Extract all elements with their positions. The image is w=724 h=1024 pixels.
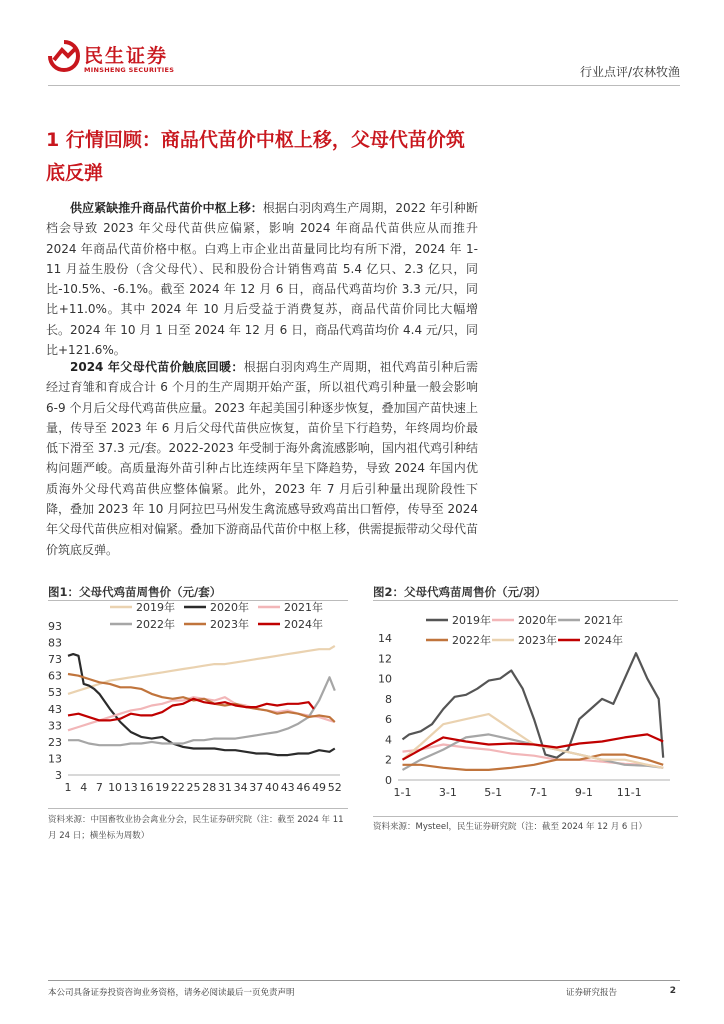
series-line-2023年: [403, 714, 664, 768]
series-line-2022年: [68, 677, 335, 745]
x-tick-label: 1: [64, 781, 72, 794]
figure-1-chart: [44, 600, 350, 806]
legend-label: 2019年: [136, 601, 175, 614]
series-line-2022年: [403, 755, 664, 770]
y-tick-label: 33: [48, 719, 62, 733]
x-tick-label: 1-1: [393, 786, 412, 799]
legend-label: 2020年: [518, 614, 557, 627]
paragraph-lead: 2024 年父母代苗价触底回暖：: [70, 360, 244, 374]
x-tick-label: 19: [155, 781, 170, 794]
x-tick-label: 11-1: [616, 786, 642, 799]
footer-report-type: 证券研究报告: [566, 988, 618, 998]
figure-1-title: 图1：父母代鸡苗周售价（元/套）: [48, 585, 222, 599]
series-line-2019年: [403, 653, 664, 758]
legend-label: 2019年: [452, 614, 491, 627]
paragraph-body: 根据白羽肉鸡生产周期，2022 年引种断档会导致 2023 年父母代苗供应偏紧，影响 2024 年商品代苗供应从而推升 2024 年商品代苗价格中枢。白鸡上市企业出苗量同比均有所下滑，2024 年 1-11 月益生股份（含父母代）、民和股份合计销售鸡苗 5.4 亿只、2.3 亿只，同比-10.5%、-6.1%。截至 2024 年 12 月 6 日，商品代鸡苗均价 3.3 元/只，同比+11.0%。其中 2024 年 10 月后受益于消费复苏，商品代苗价同比大幅增长。2024 年 10 月 1 日至 2024 年 12 月 6 日，商品代鸡苗均价 4.4 元/只，同比+121.6%。: [46, 201, 478, 358]
figure-1-bottom-rule: [48, 808, 348, 809]
legend-label: 2023年: [210, 618, 249, 631]
paragraph-parent-stock: [46, 357, 478, 560]
figure-1-source: 资料来源：中国畜牧业协会禽业分会，民生证券研究院（注：截至 2024 年 11 月 24 日；横坐标为周数）: [48, 815, 344, 841]
x-tick-label: 37: [249, 781, 264, 794]
legend-label: 2023年: [518, 634, 557, 647]
y-tick-label: 23: [48, 735, 62, 749]
legend-label: 2021年: [584, 614, 623, 627]
brand-logo: [48, 40, 198, 76]
x-tick-label: 10: [108, 781, 123, 794]
x-tick-label: 3-1: [438, 786, 457, 799]
y-tick-label: 2: [385, 753, 392, 767]
x-tick-label: 40: [265, 781, 279, 794]
x-tick-label: 7-1: [529, 786, 548, 799]
header-divider: [48, 85, 680, 86]
legend-label: 2021年: [284, 601, 323, 614]
x-tick-label: 49: [312, 781, 327, 794]
legend-label: 2022年: [136, 618, 175, 631]
x-tick-label: 7: [95, 781, 103, 794]
paragraph-supply: [46, 198, 478, 360]
x-tick-label: 31: [217, 781, 232, 794]
figure-2-bottom-rule: [373, 816, 678, 817]
y-tick-label: 8: [385, 692, 392, 706]
y-tick-label: 13: [48, 752, 62, 766]
footer-divider: [48, 980, 680, 981]
y-tick-label: 14: [378, 632, 392, 645]
x-tick-label: 4: [80, 781, 88, 794]
x-tick-label: 9-1: [574, 786, 593, 799]
page-number: 2: [669, 986, 676, 996]
figure-2-title: 图2：父母代鸡苗周售价（元/羽）: [373, 585, 547, 599]
x-tick-label: 46: [296, 781, 311, 794]
y-tick-label: 3: [55, 769, 62, 782]
x-tick-label: 16: [139, 781, 154, 794]
x-tick-label: 52: [327, 781, 342, 794]
section-title: 1 行情回顾：商品代苗价中枢上移，父母代苗价筑底反弹: [46, 129, 465, 184]
x-tick-label: 22: [170, 781, 185, 794]
legend-label: 2020年: [210, 601, 249, 614]
series-line-2019年: [68, 646, 335, 694]
y-tick-label: 83: [48, 636, 62, 650]
x-tick-label: 5-1: [484, 786, 503, 799]
legend-label: 2024年: [284, 618, 323, 631]
x-tick-label: 43: [280, 781, 295, 794]
y-tick-label: 73: [48, 653, 62, 667]
figure-2-source: 资料来源：Mysteel，民生证券研究院（注：截至 2024 年 12 月 6 日）: [373, 822, 648, 832]
y-tick-label: 93: [48, 620, 62, 633]
x-tick-label: 13: [123, 781, 138, 794]
brand-name-cn: 民生证券: [84, 45, 169, 67]
y-tick-label: 0: [385, 774, 392, 787]
y-tick-label: 53: [48, 686, 62, 700]
x-tick-label: 28: [202, 781, 217, 794]
x-tick-label: 34: [233, 781, 248, 794]
y-tick-label: 6: [385, 713, 392, 727]
y-tick-label: 43: [48, 702, 62, 716]
report-category: 行业点评/农林牧渔: [579, 65, 680, 79]
brand-name-en: MINSHENG SECURITIES: [84, 66, 175, 74]
paragraph-body: 根据白羽肉鸡生产周期，祖代鸡苗引种后需经过育雏和育成合计 6 个月的生产周期开始产蛋，所以祖代鸡引种量一般会影响 6-9 个月后父母代鸡苗供应量。2023 年起美国引种逐步恢复，叠加国产苗快速上量，传导至 2023 年 6 月后父母代苗供应恢复，苗价呈下行趋势，年终周均价最低下滑至 37.3 元/套。2022-2023 年受制于海外禽流感影响，国内祖代鸡引种结构问题严峻。高质量海外苗引种占比连续两年呈下降趋势，导致 2024 年国内优质海外父母代鸡苗供应整体偏紧。此外，2023 年 7 月后引种量出现阶段性下降，叠加 2023 年 10 月阿拉巴马州发生禽流感导致鸡苗出口暂停，传导至 2024 年父母代苗供应相对偏紧。叠加下游商品代苗价中枢上移，供需提振带动父母代苗价筑底反弹。: [46, 360, 479, 557]
figure-2-chart: [370, 600, 680, 814]
y-tick-label: 4: [385, 733, 392, 747]
legend-label: 2024年: [584, 634, 623, 647]
footer-disclaimer: 本公司具备证券投资咨询业务资格，请务必阅读最后一页免责声明: [48, 988, 295, 998]
y-tick-label: 63: [48, 669, 62, 683]
x-tick-label: 25: [186, 781, 201, 794]
paragraph-lead: 供应紧缺推升商品代苗价中枢上移：: [70, 201, 263, 215]
minsheng-logo-icon: [48, 40, 80, 72]
y-tick-label: 12: [378, 652, 392, 666]
y-tick-label: 10: [378, 672, 392, 686]
legend-label: 2022年: [452, 634, 491, 647]
